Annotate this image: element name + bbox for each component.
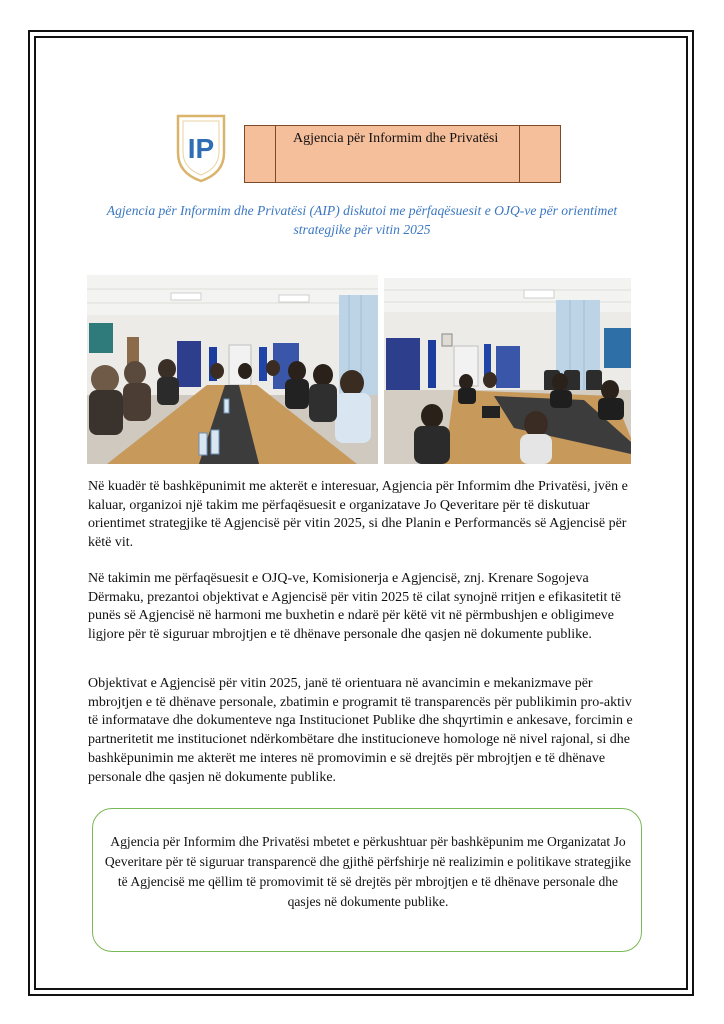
banner-title: Agjencia për Informim dhe Privatësi [293,131,499,146]
callout-text: Agjencia për Informim dhe Privatësi mbetet e përkushtuar për bashkëpunim me Organizatat Jo Qeveritare për të siguruar transparencë dhe gjithë përfshirje në realizimin e politikave strategjike të Agjencisë me qëllim të promovimit të së drejtës për mbrojtjen e të dhënave personale dhe qasjes në dokumente publike. [104,834,632,909]
article-headline: Agjencia për Informim dhe Privatësi (AIP) diskutoi me përfaqësuesit e OJQ-ve për orientimet strategjike për vitin 2025 [106,203,618,237]
banner-cell-left [245,126,276,182]
agency-banner [244,125,561,183]
paragraph-intro: Në kuadër të bashkëpunimit me akterët e interesuar, Agjencia për Informim dhe Privatësi, jvën e kaluar, organizoi një takim me përfaqësuesit e organizatave Jo Qeveritare për të diskutuar orientimet strategjike të Agjencisë për vitin 2025, si dhe Planin e Performancës së Agjencisë për këtë vit. [88,479,628,551]
paragraph-objectives: Objektivat e Agjencisë për vitin 2025, janë të orientuara në avancimin e mekanizmave për mbrojtjen e të dhënave personale, zbatimin e programit të transparencës për publikimin pro-aktiv të informatave dhe dokumenteve nga Institucionet Publike dhe shqyrtimin e ankesave, forcimin e partneritetit me institucionet ndërkombëtare dhe institucioneve homologe në nivel rajonal, si dhe bashkëpunimin me akterët me interes në promovimin e së drejtës për mbrojtjen e të dhënave personale dhe qasjen në dokumente publike. [88,676,633,785]
meeting-photo-1 [87,275,378,464]
banner-cell-right [519,126,560,182]
logo-text: IP [187,133,215,164]
meeting-photo-2 [384,278,631,464]
paragraph-meeting: Në takimin me përfaqësuesit e OJQ-ve, Komisionerja e Agjencisë, znj. Krenare Sogojeva Dërmaku, prezantoi objektivat e Agjencisë për vitin 2025 të cilat synojnë rritjen e efikasitetit të punës së Agjencisë në harmoni me buxhetin e ndarë për këtë vit në përmbushjen e obligimeve ligjore për të siguruar mbrojtjen e të dhënave personale dhe qasjen në dokumente publike. [88,571,621,643]
aip-logo [172,113,230,183]
